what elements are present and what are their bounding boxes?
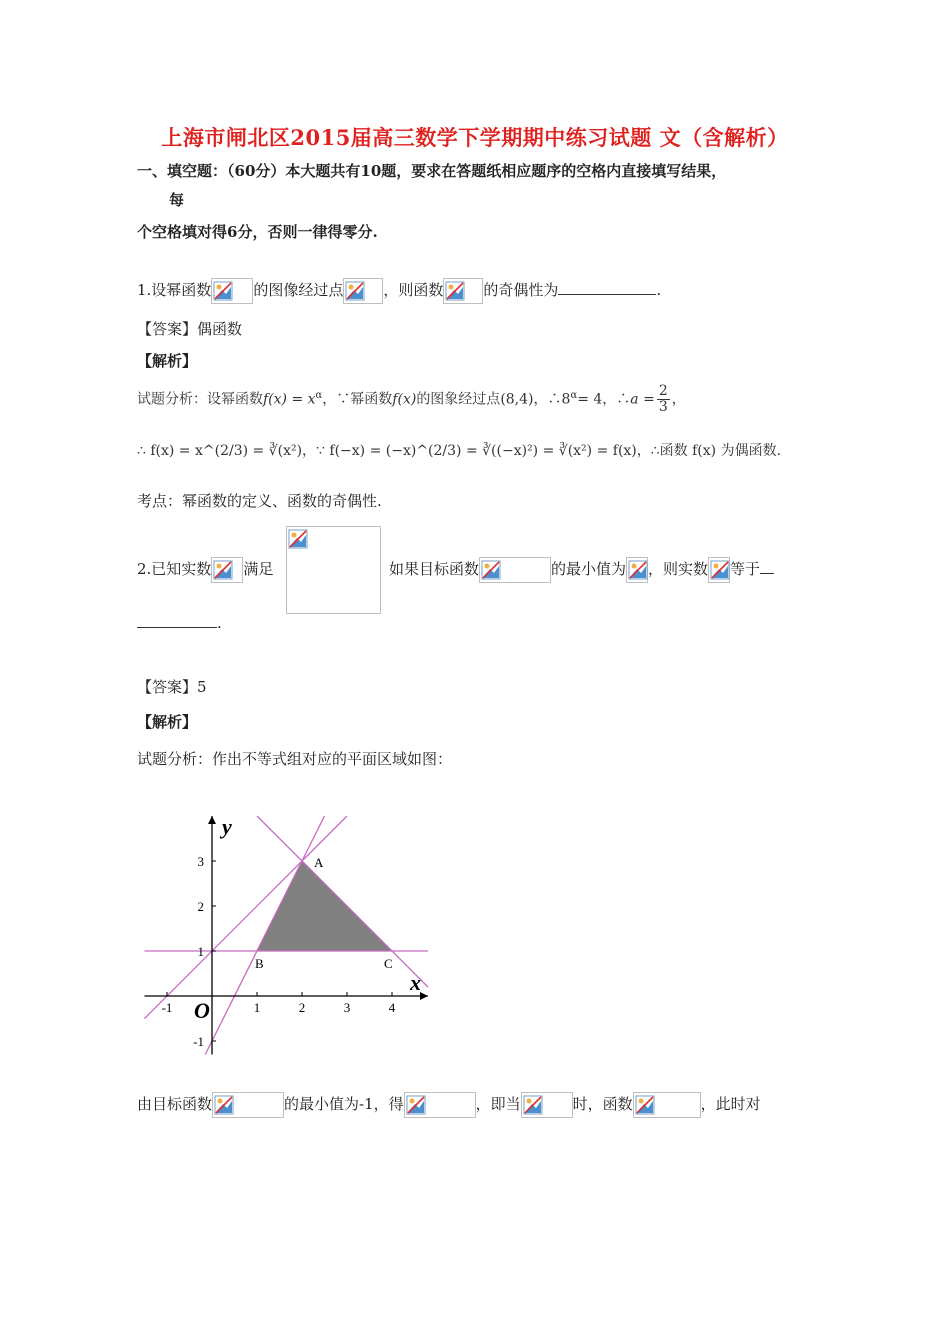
q1-text: 1.设幂函数 (137, 281, 212, 299)
q1-formula: f(x) = x (263, 391, 316, 408)
q1-formula: f(x) (392, 391, 417, 408)
q2-text: 2.已知实数 (137, 560, 212, 578)
feasible-region-diagram (138, 805, 438, 1055)
y-tick-label: 3 (197, 854, 204, 869)
fraction (657, 384, 670, 415)
broken-image-icon (635, 1095, 655, 1115)
missing-image-placeholder (443, 278, 483, 304)
q1-formula-exponent: α (315, 389, 323, 401)
y-tick-label: -1 (193, 1034, 204, 1049)
vertex-label: A (314, 855, 324, 870)
x-tick-label: 3 (343, 1000, 351, 1015)
q1-formula: (8,4) (500, 391, 534, 408)
q2-analysis-text: 试题分析：作出不等式组对应的平面区域如图： (137, 750, 453, 768)
q1-text: . (656, 281, 662, 299)
x-tick-label: -1 (161, 1000, 173, 1015)
fraction-numerator: 2 (658, 383, 668, 399)
broken-image-icon (213, 560, 233, 580)
missing-image-placeholder (633, 1092, 701, 1118)
q2-analysis-label: 【解析】 (137, 713, 198, 731)
answer-blank (558, 280, 656, 295)
question-2 (137, 557, 273, 583)
q1-keypoint: 考点：幂函数的定义、函数的奇偶性. (137, 492, 382, 510)
q2-analysis-bottom (137, 1092, 761, 1118)
q1-analysis-text: 试题分析：设幂函数 (137, 391, 263, 408)
q1-text: 的图像经过点 (253, 281, 344, 299)
q1-analysis-label: 【解析】 (137, 352, 198, 370)
question-2-cont (389, 557, 774, 583)
x-tick-label: 2 (298, 1000, 306, 1015)
broken-image-icon (481, 560, 501, 580)
broken-image-icon (288, 529, 308, 549)
q2-text: 的最小值为 (551, 560, 627, 578)
missing-image-placeholder (521, 1092, 573, 1118)
q1-analysis-line1 (137, 384, 686, 415)
y-tick-label: 2 (197, 899, 204, 914)
answer-blank (137, 613, 217, 628)
section-instruction: 个空格填对得6分，否则一律得零分. (137, 223, 378, 241)
broken-image-icon (213, 281, 233, 301)
q1-text: 的奇偶性为 (483, 281, 559, 299)
missing-image-placeholder (212, 1092, 284, 1118)
broken-image-icon (628, 560, 648, 580)
missing-image-placeholder (479, 557, 551, 583)
q1-formula-exponent: α (570, 389, 578, 401)
fraction-denominator: 3 (658, 399, 668, 415)
answer-blank-line (137, 613, 222, 632)
missing-image-placeholder (211, 557, 243, 583)
q2-bottom-text: 时，函数 (572, 1095, 633, 1113)
missing-image-placeholder (343, 278, 383, 304)
missing-image-placeholder (708, 557, 730, 583)
q2-text: 满足 (243, 560, 274, 578)
q2-answer: 【答案】5 (137, 678, 207, 696)
x-tick-label: 4 (388, 1000, 396, 1015)
question-1 (137, 278, 661, 304)
q1-formula: a = (630, 391, 655, 408)
origin-label: O (194, 998, 210, 1023)
broken-image-icon (710, 560, 730, 580)
broken-image-icon (214, 1095, 234, 1115)
q1-analysis-text: 的图象经过点 (416, 391, 501, 408)
vertex-label: B (255, 956, 264, 971)
q1-formula: = 4，∴ (577, 391, 631, 408)
x-axis-arrow (420, 992, 428, 1000)
q2-bottom-text: ，此时对 (700, 1095, 761, 1113)
y-axis-arrow (208, 816, 216, 824)
broken-image-icon (406, 1095, 426, 1115)
q2-bottom-text: 的最小值为-1，得 (284, 1095, 404, 1113)
missing-image-placeholder (626, 557, 648, 583)
missing-image-placeholder-large (286, 526, 381, 614)
q2-bottom-text: 由目标函数 (137, 1095, 213, 1113)
q2-text: 等于 (730, 560, 761, 578)
section-heading: 一、填空题：（60分）本大题共有10题，要求在答题纸相应题序的空格内直接填写结果， (137, 162, 727, 180)
answer-blank (760, 559, 774, 574)
section-heading-cont: 每 (169, 191, 185, 209)
document-title: 上海市闸北区2015届高三数学下学期期中练习试题 文（含解析） (161, 125, 789, 150)
q2-text: . (217, 614, 222, 632)
q1-analysis-text: ，∵幂函数 (322, 391, 393, 408)
y-tick-label: 1 (197, 944, 204, 959)
missing-image-placeholder (404, 1092, 476, 1118)
broken-image-icon (523, 1095, 543, 1115)
q1-answer: 【答案】偶函数 (137, 320, 243, 338)
q2-text: ，则实数 (648, 560, 709, 578)
q2-text: 如果目标函数 (389, 560, 480, 578)
x-tick-label: 1 (253, 1000, 261, 1015)
feasible-region (257, 861, 392, 951)
y-axis-label: y (222, 814, 232, 839)
q1-text: ，则函数 (383, 281, 444, 299)
q1-formula: ，∴8 (533, 391, 571, 408)
vertex-label: C (384, 956, 393, 971)
missing-image-placeholder (211, 278, 253, 304)
q1-analysis-line2: ∴ f(x) = x^(2/3) = ∛(x²)，∵ f(−x) = (−x)^(2/3) = ∛((−x)²) = ∛(x²) = f(x)，∴函数 f(x) 为偶函数. (137, 443, 782, 459)
broken-image-icon (345, 281, 365, 301)
x-axis-label: x (410, 970, 421, 995)
q1-analysis-text: ， (671, 391, 686, 408)
q2-bottom-text: ，即当 (475, 1095, 521, 1113)
broken-image-icon (445, 281, 465, 301)
